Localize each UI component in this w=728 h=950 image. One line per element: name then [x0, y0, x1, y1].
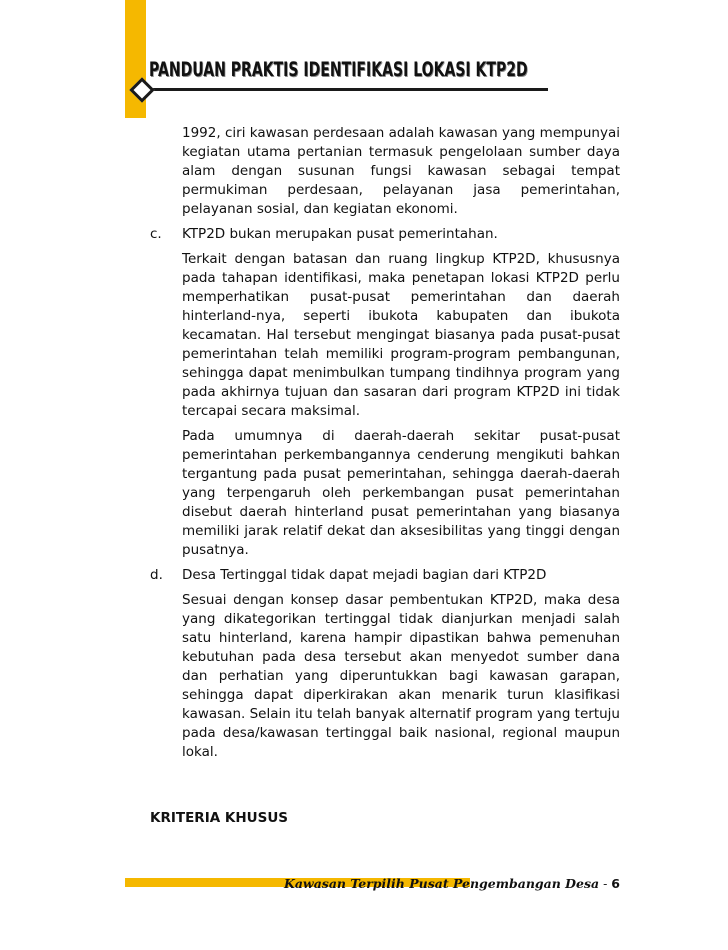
list-marker-d: d.: [150, 567, 163, 583]
paragraph-continued: 1992, ciri kawasan perdesaan adalah kawasan yang mempunyai kegiatan utama pertanian termasuk pengelolaan sumber daya alam dengan susunan fungsi kawasan sebagai tempat permukiman perdesaan, pelayanan jasa pemerintahan, pelayanan sosial, dan kegiatan ekonomi.: [182, 125, 620, 217]
list-item-d: [150, 566, 620, 585]
list-item-c: [150, 225, 620, 244]
header-underline: [146, 88, 548, 91]
list-item-c-text: KTP2D bukan merupakan pusat pemerintahan.: [182, 226, 498, 242]
section-heading: KRITERIA KHUSUS: [150, 810, 289, 826]
footer-title: Kawasan Terpilih Pusat Pengembangan Desa: [283, 876, 600, 891]
list-item-d-text: Desa Tertinggal tidak dapat mejadi bagian dari KTP2D: [182, 567, 547, 583]
page-header-title: PANDUAN PRAKTIS IDENTIFIKASI LOKASI KTP2D: [149, 58, 528, 81]
footer-separator: -: [599, 876, 612, 891]
paragraph-c2: Pada umumnya di daerah-daerah sekitar pusat-pusat pemerintahan perkembangannya cenderung mengikuti bahkan tergantung pada pusat pemerintahan, sehingga daerah-daerah yang terpengaruh oleh perkembangan pusat pemerintahan disebut daerah hinterland pusat pemerintahan yang biasanya memiliki jarak relatif dekat dan aksesibilitas yang tinggi dengan pusatnya.: [182, 428, 620, 558]
document-body: [150, 124, 620, 768]
list-marker-c: c.: [150, 226, 162, 242]
paragraph-c1: Terkait dengan batasan dan ruang lingkup KTP2D, khususnya pada tahapan identifikasi, maka penetapan lokasi KTP2D perlu memperhatikan pusat-pusat pemerintahan dan daerah hinterland-nya, seperti ibukota kabupaten dan ibukota kecamatan. Hal tersebut mengingat biasanya pada pusat-pusat pemerintahan telah memiliki program-program pembangunan, sehingga dapat menimbulkan tumpang tindihnya program yang pada akhirnya tujuan dan sasaran dari program KTP2D ini tidak tercapai secara maksimal.: [182, 251, 620, 419]
paragraph-d1: Sesuai dengan konsep dasar pembentukan KTP2D, maka desa yang dikategorikan tertinggal tidak dianjurkan menjadi salah satu hinterland, karena hampir dipastikan bahwa pemenuhan kebutuhan pada desa tersebut akan menyedot sumber dana dan perhatian yang diperuntukkan bagi kawasan garapan, sehingga dapat diperkirakan akan menarik turun klasifikasi kawasan. Selain itu telah banyak alternatif program yang tertuju pada desa/kawasan tertinggal baik nasional, regional maupun lokal.: [182, 592, 620, 760]
page-footer: [284, 876, 620, 891]
page-number: 6: [611, 876, 620, 891]
